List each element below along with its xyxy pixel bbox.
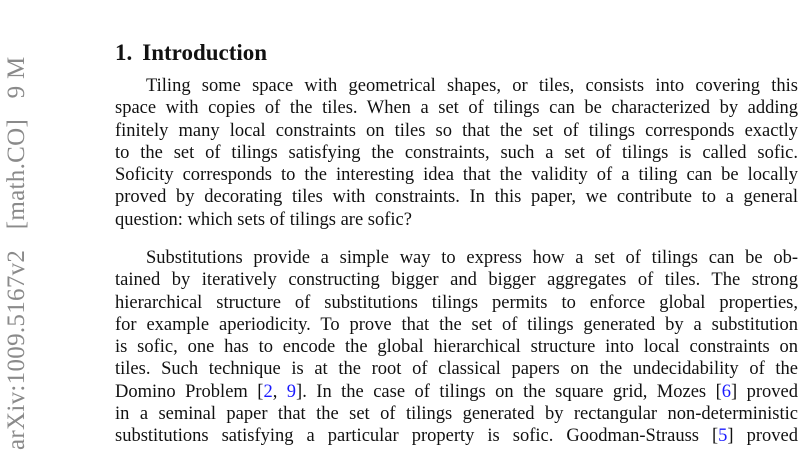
text-line: to the set of tilings satisfying the constraints, such a set of tilings is called sofic. [115,142,798,163]
citation-link-9[interactable]: 9 [286,381,297,402]
citation-link-5[interactable]: 5 [718,426,728,447]
text-line: is sofic, one has to encode the global hierarchical structure into local constraints on [115,337,798,358]
text-line-with-citations [115,425,798,447]
text-line: tiles. Such technique is at the root of classical papers on the undecidability of the [115,359,798,380]
citation-link-2[interactable]: 2 [263,381,273,402]
text-segment: ] proved [727,426,798,447]
section-title: Introduction [142,40,268,65]
text-line: Tiling some space with geometrical shapes, or tiles, consists into covering this [146,76,798,96]
arxiv-date: 9 M [3,56,30,99]
paragraph-1 [115,75,798,231]
citation-link-6[interactable]: 6 [721,381,731,402]
paragraph-2 [115,247,798,448]
text-line: Soficity corresponds to the interesting idea that the validity of a tiling can be locally [115,165,798,186]
text-line-with-citations [115,381,798,403]
text-line: question: which sets of tilings are sofic? [115,209,412,230]
text-segment: ]. In the case of tilings on the square grid, Mozes [ [296,381,722,402]
arxiv-category: [math.CO] [3,118,30,230]
paper-page [115,0,800,450]
text-line: Substitutions provide a simple way to express how a set of tilings can be ob- [146,248,798,268]
section-heading [115,38,267,68]
section-number: 1. [115,40,133,65]
text-line: finitely many local constraints on tiles so that the set of tilings corresponds exactly [115,120,798,141]
text-line: proved by decorating tiles with constraints. In this paper, we contribute to a general [115,187,798,208]
text-line: for example aperiodicity. To prove that the set of tilings generated by a substitution [115,314,798,335]
text-line: tained by iteratively constructing bigger and bigger aggregates of tiles. The strong [115,270,798,291]
text-segment: , [272,381,287,402]
arxiv-sidebar-stamp [2,42,32,450]
arxiv-id: arXiv:1009.5167v2 [3,249,30,450]
text-line: in a seminal paper that the set of tilings generated by rectangular non-deterministic [115,404,798,425]
text-segment: substitutions satisfying a particular property is sofic. Goodman-Strauss [ [115,426,719,447]
text-segment: ] proved [731,381,798,402]
text-line: hierarchical structure of substitutions tilings permits to enforce global properties, [115,292,798,313]
text-segment: Domino Problem [ [115,381,264,402]
text-line: space with copies of the tiles. When a set of tilings can be characterized by adding [115,98,798,119]
